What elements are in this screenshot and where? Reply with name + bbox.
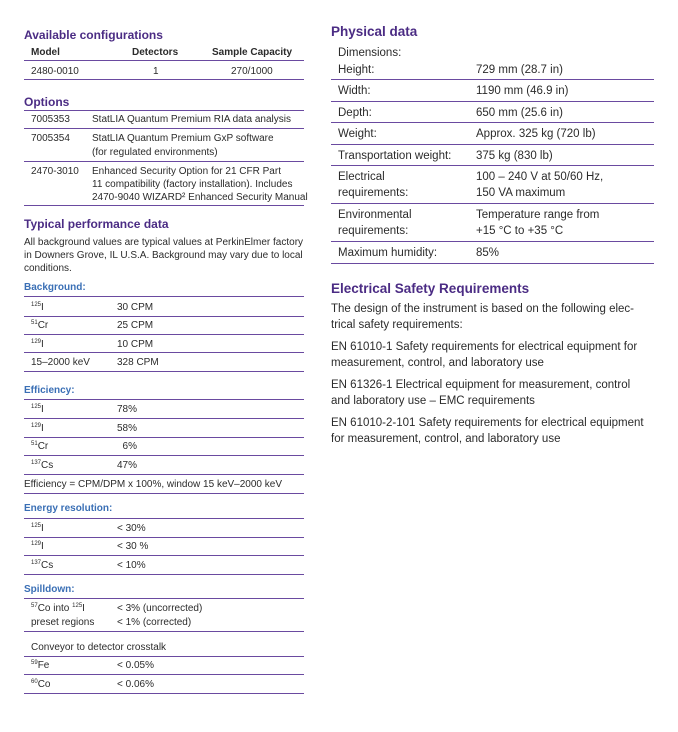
config-detectors-value: 1 <box>153 66 159 77</box>
background-heading: Background: <box>24 282 86 293</box>
physical-value: 100 – 240 V at 50/60 Hz, <box>476 171 604 183</box>
left-column <box>24 0 308 732</box>
option-code: 7005353 <box>31 114 70 125</box>
row-rule <box>24 574 304 575</box>
background-value: 328 CPM <box>117 357 159 368</box>
row-rule <box>24 455 304 456</box>
resolution-top-rule <box>24 518 304 519</box>
physical-value: 150 VA maximum <box>476 187 566 199</box>
performance-intro: conditions. <box>24 263 72 274</box>
physical-value: Approx. 325 kg (720 lb) <box>476 128 596 140</box>
isotope-label: 15–2000 keV <box>31 357 90 368</box>
row-rule <box>331 263 654 264</box>
resolution-value: < 30 % <box>117 541 149 552</box>
crosstalk-value: < 0.05% <box>117 660 154 671</box>
efficiency-value: 58% <box>117 423 138 434</box>
config-header-capacity: Sample Capacity <box>212 47 293 58</box>
row-rule <box>331 79 654 80</box>
row-rule <box>331 165 654 166</box>
isotope-label: $^{51}$Cr <box>31 441 49 452</box>
row-rule <box>24 352 304 353</box>
background-value: 25 CPM <box>117 320 154 331</box>
spilldown-label: $^{57}$Co into $^{125}$I <box>31 603 85 614</box>
row-rule <box>24 693 304 694</box>
efficiency-note: Efficiency = CPM/DPM x 100%, window 15 keV–2000 keV <box>24 479 282 490</box>
background-value: 30 CPM <box>117 302 154 313</box>
option-rule <box>24 128 304 129</box>
efficiency-value: 6% <box>117 441 138 452</box>
row-rule <box>24 631 304 632</box>
background-value: 10 CPM <box>117 339 154 350</box>
resolution-value: < 10% <box>117 560 146 571</box>
row-rule <box>24 674 304 675</box>
option-code: 2470-3010 <box>31 166 79 177</box>
physical-value: Temperature range from <box>476 209 600 221</box>
efficiency-heading: Efficiency: <box>24 385 75 396</box>
spilldown-heading: Spilldown: <box>24 584 75 595</box>
option-code: 7005354 <box>31 133 70 144</box>
config-model-value: 2480-0010 <box>31 66 79 77</box>
row-rule <box>24 371 304 372</box>
row-rule <box>24 437 304 438</box>
isotope-label: $^{125}$I <box>31 404 44 415</box>
isotope-label: $^{137}$Cs <box>31 460 54 471</box>
configurations-heading: Available configurations <box>24 28 163 42</box>
performance-intro: in Downers Grove, IL U.S.A. Background may vary due to local <box>24 250 303 261</box>
electrical-paragraph: for measurement, control, and laboratory use <box>331 433 561 445</box>
spilldown-label: preset regions <box>31 617 95 628</box>
efficiency-value: 47% <box>117 460 138 471</box>
physical-heading: Physical data <box>331 24 418 39</box>
row-rule <box>331 101 654 102</box>
isotope-label: $^{129}$I <box>31 423 44 434</box>
isotope-label: $^{51}$Cr <box>31 320 49 331</box>
row-rule <box>24 474 304 475</box>
isotope-label: $^{129}$I <box>31 541 44 552</box>
row-rule <box>24 316 304 317</box>
config-row-rule <box>24 79 304 80</box>
row-rule <box>24 555 304 556</box>
physical-label: requirements: <box>338 187 409 199</box>
electrical-paragraph: EN 61326-1 Electrical equipment for measurement, control <box>331 379 631 391</box>
row-rule <box>331 122 654 123</box>
option-desc: 11 compatibility (factory installation). Includes <box>92 179 293 190</box>
row-rule <box>24 537 304 538</box>
physical-value: +15 °C to +35 °C <box>476 225 564 237</box>
row-rule <box>24 493 304 494</box>
option-desc: 2470-9040 WIZARD² Enhanced Security Manual <box>92 192 308 203</box>
electrical-paragraph: EN 61010-1 Safety requirements for electrical equipment for <box>331 341 638 353</box>
right-column <box>331 0 654 732</box>
background-top-rule <box>24 296 304 297</box>
physical-label: Transportation weight: <box>338 150 452 162</box>
crosstalk-label: Conveyor to detector crosstalk <box>31 642 167 653</box>
row-rule <box>24 334 304 335</box>
physical-value: 375 kg (830 lb) <box>476 150 553 162</box>
config-header-rule <box>24 60 304 61</box>
electrical-paragraph: trical safety requirements: <box>331 319 463 331</box>
physical-value: 85% <box>476 247 500 259</box>
efficiency-value: 78% <box>117 404 138 415</box>
physical-value: 1190 mm (46.9 in) <box>476 85 569 97</box>
option-desc: StatLIA Quantum Premium GxP software <box>92 133 274 144</box>
resolution-heading: Energy resolution: <box>24 503 113 514</box>
spilldown-top-rule <box>24 598 304 599</box>
spilldown-value: < 1% (corrected) <box>117 617 192 628</box>
option-rule <box>24 205 304 206</box>
electrical-paragraph: The design of the instrument is based on the following elec- <box>331 303 635 315</box>
physical-value: 650 mm (25.6 in) <box>476 107 563 119</box>
performance-heading: Typical performance data <box>24 217 169 231</box>
options-heading: Options <box>24 95 70 109</box>
electrical-paragraph: EN 61010-2-101 Safety requirements for electrical equipment <box>331 417 644 429</box>
electrical-heading: Electrical Safety Requirements <box>331 281 530 296</box>
physical-label: Electrical <box>338 171 385 183</box>
isotope-label: $^{59}$Fe <box>31 660 50 671</box>
physical-label: Width: <box>338 85 371 97</box>
physical-value: 729 mm (28.7 in) <box>476 64 563 76</box>
config-header-detectors: Detectors <box>132 47 179 58</box>
spilldown-value: < 3% (uncorrected) <box>117 603 203 614</box>
row-rule <box>24 656 304 657</box>
config-header-model: Model <box>31 47 60 58</box>
isotope-label: $^{129}$I <box>31 339 44 350</box>
performance-intro: All background values are typical values at PerkinElmer factory <box>24 237 304 248</box>
row-rule <box>331 144 654 145</box>
option-rule <box>24 161 304 162</box>
crosstalk-value: < 0.06% <box>117 679 154 690</box>
resolution-value: < 30% <box>117 523 146 534</box>
efficiency-top-rule <box>24 399 304 400</box>
physical-label: Environmental <box>338 209 412 221</box>
option-desc: Enhanced Security Option for 21 CFR Part <box>92 166 281 177</box>
dimensions-label: Dimensions: <box>338 47 402 59</box>
physical-label: Height: <box>338 64 375 76</box>
options-top-rule <box>24 110 304 111</box>
isotope-label: $^{125}$I <box>31 523 44 534</box>
electrical-paragraph: measurement, control, and laboratory use <box>331 357 544 369</box>
isotope-label: $^{125}$I <box>31 302 44 313</box>
config-capacity-value: 270/1000 <box>231 66 273 77</box>
row-rule <box>331 241 654 242</box>
electrical-paragraph: and laboratory use – EMC requirements <box>331 395 535 407</box>
physical-label: Weight: <box>338 128 377 140</box>
option-desc: (for regulated environments) <box>92 147 218 158</box>
physical-label: Depth: <box>338 107 372 119</box>
physical-label: Maximum humidity: <box>338 247 438 259</box>
row-rule <box>24 418 304 419</box>
isotope-label: $^{60}$Co <box>31 679 51 690</box>
option-desc: StatLIA Quantum Premium RIA data analysis <box>92 114 291 125</box>
physical-label: requirements: <box>338 225 409 237</box>
isotope-label: $^{137}$Cs <box>31 560 54 571</box>
row-rule <box>331 203 654 204</box>
